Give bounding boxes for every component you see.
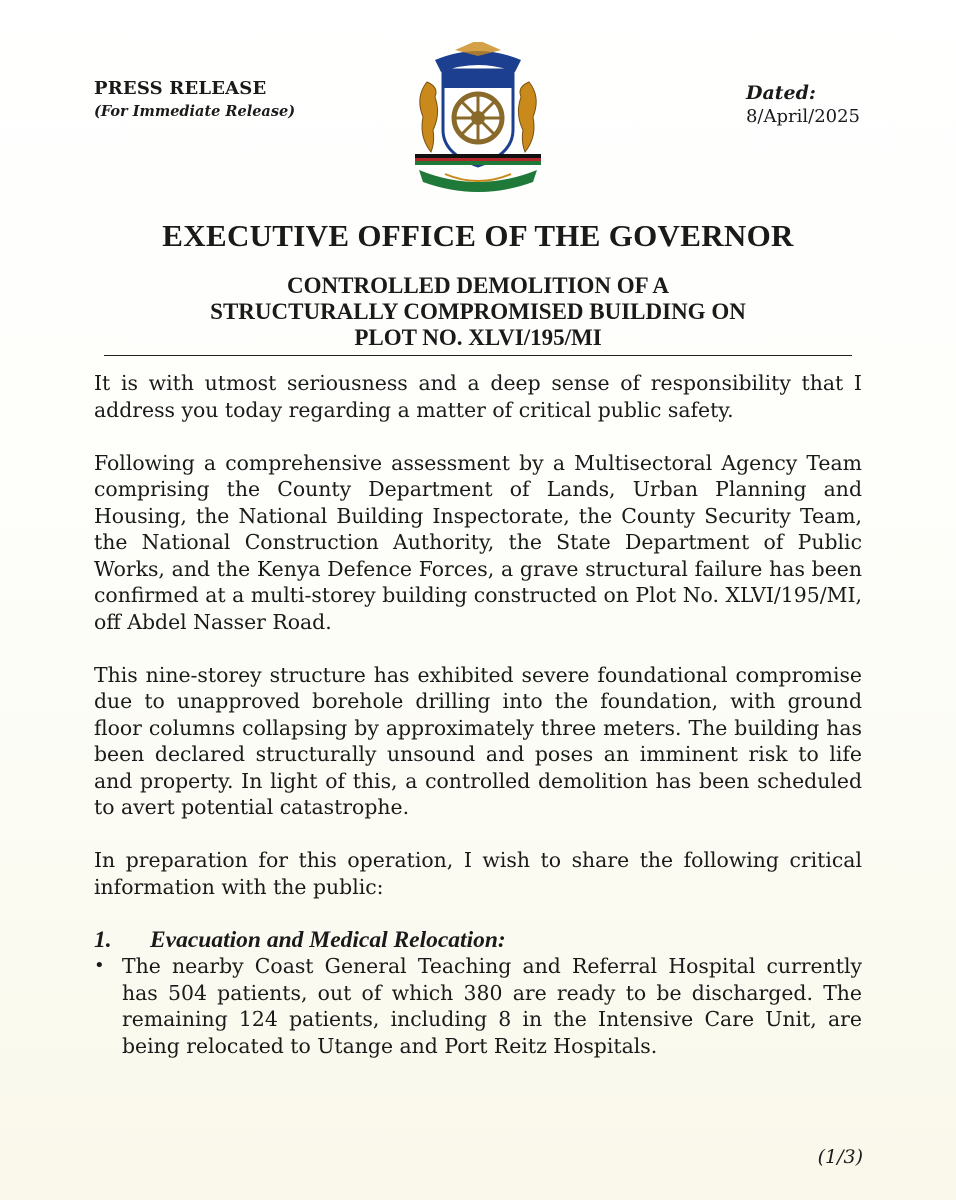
office-title: EXECUTIVE OFFICE OF THE GOVERNOR bbox=[162, 218, 794, 253]
dated-value: 8/April/2025 bbox=[745, 106, 860, 127]
section-number: 1. bbox=[94, 926, 112, 953]
dated-label: Dated: bbox=[745, 82, 816, 104]
list-item bbox=[94, 953, 862, 1059]
mombasa-county-crest-logo bbox=[405, 42, 551, 194]
subject-line: PLOT NO. XLVI/195/MI bbox=[354, 325, 602, 350]
subject-heading bbox=[0, 273, 956, 351]
page-number: (1/3) bbox=[817, 1146, 863, 1168]
paragraph: It is with utmost seriousness and a deep sense of responsibility that I address you today regarding a matter of critical public safety. bbox=[94, 371, 862, 422]
heading-divider bbox=[104, 355, 852, 356]
press-title: PRESS RELEASE bbox=[94, 78, 267, 99]
paragraph: In preparation for this operation, I wish to share the following critical information with the public: bbox=[94, 848, 862, 899]
date-block bbox=[746, 82, 860, 127]
subject-line: CONTROLLED DEMOLITION OF A bbox=[287, 273, 669, 298]
press-release-label bbox=[94, 78, 295, 120]
paragraph: Following a comprehensive assessment by a Multisectoral Agency Team comprising the County Department of Lands, Urban Planning and Housing, the National Building Inspectorate, the County Security Team, the National Construction Authority, the State Department of Public Works, and the Kenya Defence Forces, a grave structural failure has been confirmed at a multi-storey building constructed on Plot No. XLVI/195/MI, off Abdel Nasser Road. bbox=[94, 450, 862, 634]
bullet-icon: • bbox=[94, 955, 105, 976]
press-subtitle: (For Immediate Release) bbox=[94, 103, 296, 120]
body-text bbox=[94, 370, 862, 1059]
subject-line: STRUCTURALLY COMPROMISED BUILDING ON bbox=[210, 299, 746, 324]
paragraph: This nine-storey structure has exhibited severe foundational compromise due to unapproved borehole drilling into the foundation, with ground floor columns collapsing by approximately three meters. The building has been declared structurally unsound and poses an imminent risk to life and property. In light of this, a controlled demolition has been scheduled to avert potential catastrophe. bbox=[94, 662, 862, 819]
list-item-text: The nearby Coast General Teaching and Referral Hospital currently has 504 patients, out of which 380 are ready to be discharged. The remaining 124 patients, including 8 in the Intensive Care Unit, are being relocated to Utange and Port Reitz Hospitals. bbox=[122, 954, 862, 1058]
section-heading bbox=[94, 927, 862, 954]
section-title: Evacuation and Medical Relocation: bbox=[150, 926, 506, 953]
